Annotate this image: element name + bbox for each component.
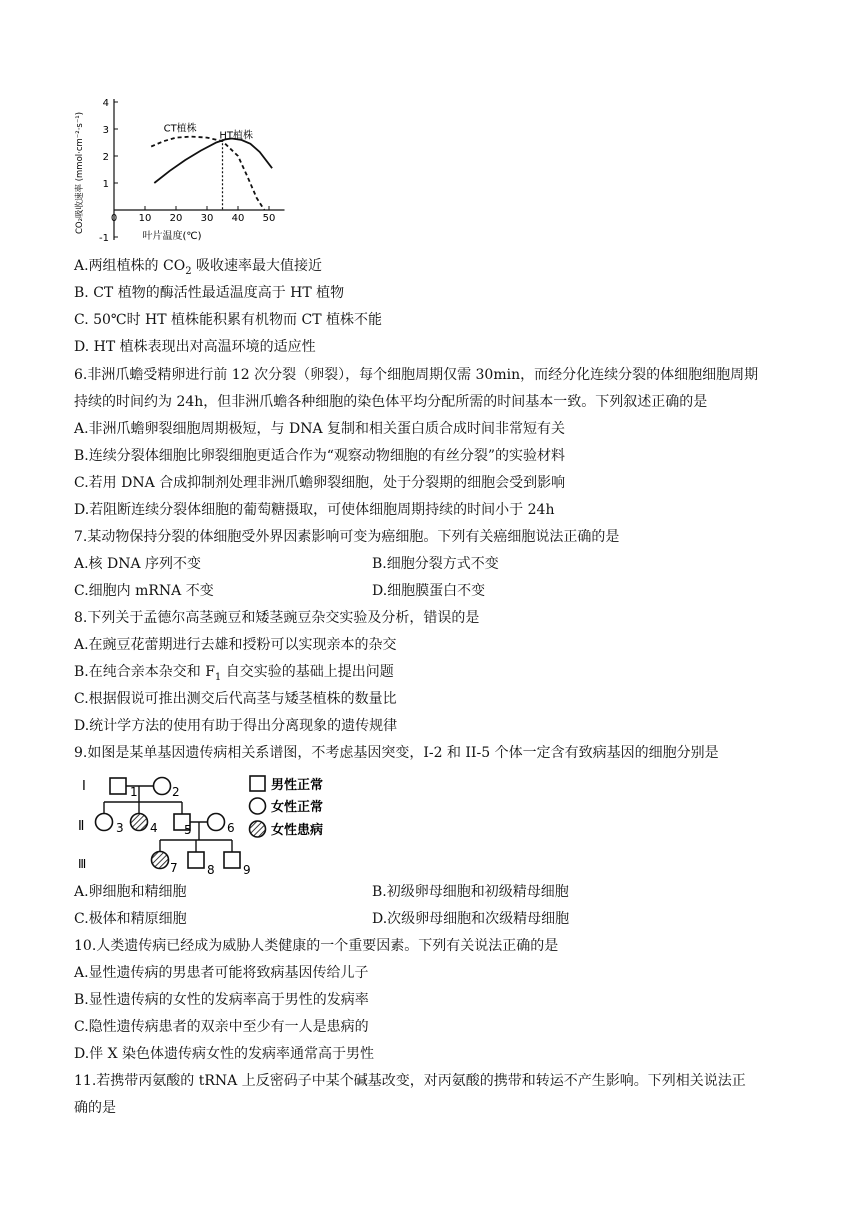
- id-8: 8: [207, 863, 215, 877]
- q8-option-d: D.统计学方法的使用有助于得出分离现象的遗传规律: [74, 718, 398, 734]
- q9-option-b: B.初级卵母细胞和初级精母细胞: [372, 884, 569, 900]
- x-tick-label: 50: [262, 213, 276, 224]
- q5-option-b: B. CT 植物的酶活性最适温度高于 HT 植物: [74, 285, 345, 301]
- x-tick-label: 20: [169, 213, 183, 224]
- series-label-ht: HT植株: [219, 130, 254, 142]
- pedigree-I-2-female-normal: [154, 778, 171, 795]
- pedigree-III-9-male-normal: [224, 852, 240, 868]
- q7-option-a: A.核 DNA 序列不变: [74, 556, 202, 572]
- id-9: 9: [243, 863, 251, 877]
- q9-option-d: D.次级卵母细胞和次级精母细胞: [372, 911, 570, 927]
- co2-uptake-chart: [62, 98, 276, 248]
- q9-option-a: A.卵细胞和精细胞: [74, 884, 187, 900]
- q5-option-c: C. 50℃时 HT 植株能积累有机物而 CT 植株不能: [74, 312, 382, 328]
- id-2: 2: [172, 785, 180, 799]
- id-7: 7: [170, 861, 178, 875]
- q6-option-c: C.若用 DNA 合成抑制剂处理非洲爪蟾卵裂细胞，处于分裂期的细胞会受到影响: [74, 475, 566, 491]
- id-3: 3: [116, 821, 124, 835]
- series-label-ct: CT植株: [163, 123, 197, 135]
- pedigree-I-1-male-normal: [110, 778, 126, 794]
- x-axis-label: 叶片温度(℃): [142, 231, 202, 242]
- id-5: 5: [184, 823, 192, 837]
- legend-male-normal-label: 男性正常: [271, 778, 324, 793]
- q6-stem-line2: 持续的时间约为 24h，但非洲爪蟾各种细胞的染色体平均分配所需的时间基本一致。下列叙述正确的是: [74, 394, 708, 410]
- q9-stem: 9.如图是某单基因遗传病相关系谱图，不考虑基因突变，I-2 和 II-5 个体一定含有致病基因的细胞分别是: [74, 745, 719, 761]
- q6-option-d: D.若阻断连续分裂体细胞的葡萄糖摄取，可使体细胞周期持续的时间小于 24h: [74, 502, 555, 518]
- legend-female-affected-label: 女性患病: [271, 823, 324, 838]
- y-tick-label: -1: [99, 233, 109, 244]
- id-6: 6: [227, 821, 235, 835]
- q6-option-b: B.连续分裂体细胞比卵裂细胞更适合作为“观察动物细胞的有丝分裂”的实验材料: [74, 448, 566, 464]
- generation-label-2: Ⅱ: [78, 819, 85, 834]
- series-ht-line: [154, 139, 272, 184]
- q10-stem: 10.人类遗传病已经成为威胁人类健康的一个重要因素。下列有关说法正确的是: [74, 938, 559, 954]
- pedigree-III-7-female-affected: [152, 852, 169, 869]
- q10-option-b: B.显性遗传病的女性的发病率高于男性的发病率: [74, 992, 369, 1008]
- legend-female-affected-symbol: [250, 821, 266, 837]
- pedigree-II-4-female-affected: [131, 814, 148, 831]
- q7-stem: 7.某动物保持分裂的体细胞受外界因素影响可变为癌细胞。下列有关癌细胞说法正确的是: [74, 529, 620, 545]
- id-4: 4: [150, 821, 158, 835]
- generation-label-1: I: [82, 779, 86, 794]
- x-tick-label: 40: [231, 213, 245, 224]
- y-tick-label: 1: [102, 179, 109, 190]
- y-tick-label: 3: [102, 125, 109, 136]
- q5-option-a: A.两组植株的 $CO_2$ 吸收速率最大值接近: [74, 258, 323, 277]
- q11-stem-line1: 11.若携带丙氨酸的 tRNA 上反密码子中某个碱基改变，对丙氨酸的携带和转运不产生影响。下列相关说法正: [74, 1073, 746, 1089]
- pedigree-II-3-female-normal: [96, 814, 113, 831]
- legend-male-normal-symbol: [250, 776, 265, 791]
- q8-option-a: A.在豌豆花蕾期进行去雄和授粉可以实现亲本的杂交: [74, 637, 397, 653]
- q7-option-d: D.细胞膜蛋白不变: [372, 583, 486, 599]
- q10-option-c: C.隐性遗传病患者的双亲中至少有一人是患病的: [74, 1019, 369, 1035]
- q8-option-b: B.在纯合亲本杂交和 $F_1$ 自交实验的基础上提出问题: [74, 664, 394, 683]
- q9-option-c: C.极体和精原细胞: [74, 911, 187, 927]
- q6-stem-line1: 6.非洲爪蟾受精卵进行前 12 次分裂（卵裂），每个细胞周期仅需 30min，而经分化连续分裂的体细胞细胞周期: [74, 367, 759, 383]
- x-tick-label: 10: [138, 213, 152, 224]
- x-tick-label: 30: [200, 213, 214, 224]
- q5-option-d: D. HT 植株表现出对高温环境的适应性: [74, 339, 316, 355]
- q8-stem: 8.下列关于孟德尔高茎豌豆和矮茎豌豆杂交实验及分析，错误的是: [74, 610, 480, 626]
- q8-option-c: C.根据假说可推出测交后代高茎与矮茎植株的数量比: [74, 691, 397, 707]
- q7-option-b: B.细胞分裂方式不变: [372, 556, 499, 572]
- q6-option-a: A.非洲爪蟾卵裂细胞周期极短，与 DNA 复制和相关蛋白质合成时间非常短有关: [74, 421, 566, 437]
- id-1: 1: [130, 785, 138, 799]
- generation-label-3: Ⅲ: [78, 857, 87, 871]
- q10-option-d: D.伴 X 染色体遗传病女性的发病率通常高于男性: [74, 1046, 375, 1062]
- q11-stem-line2: 确的是: [74, 1100, 116, 1116]
- pedigree-diagram: [72, 768, 342, 880]
- y-tick-label: 4: [102, 98, 109, 109]
- pedigree-II-6-female-normal: [208, 814, 225, 831]
- q7-option-c: C.细胞内 mRNA 不变: [74, 583, 214, 599]
- y-tick-label: 2: [102, 152, 109, 163]
- pedigree-III-8-male-normal: [188, 852, 204, 868]
- y-axis-label: CO₂吸收速率 (mmol·cm⁻²·s⁻¹): [75, 111, 85, 235]
- legend-female-normal-symbol: [250, 798, 266, 814]
- x-tick-label: 0: [110, 213, 118, 224]
- q10-option-a: A.显性遗传病的男患者可能将致病基因传给儿子: [74, 965, 369, 981]
- legend-female-normal-label: 女性正常: [271, 800, 324, 815]
